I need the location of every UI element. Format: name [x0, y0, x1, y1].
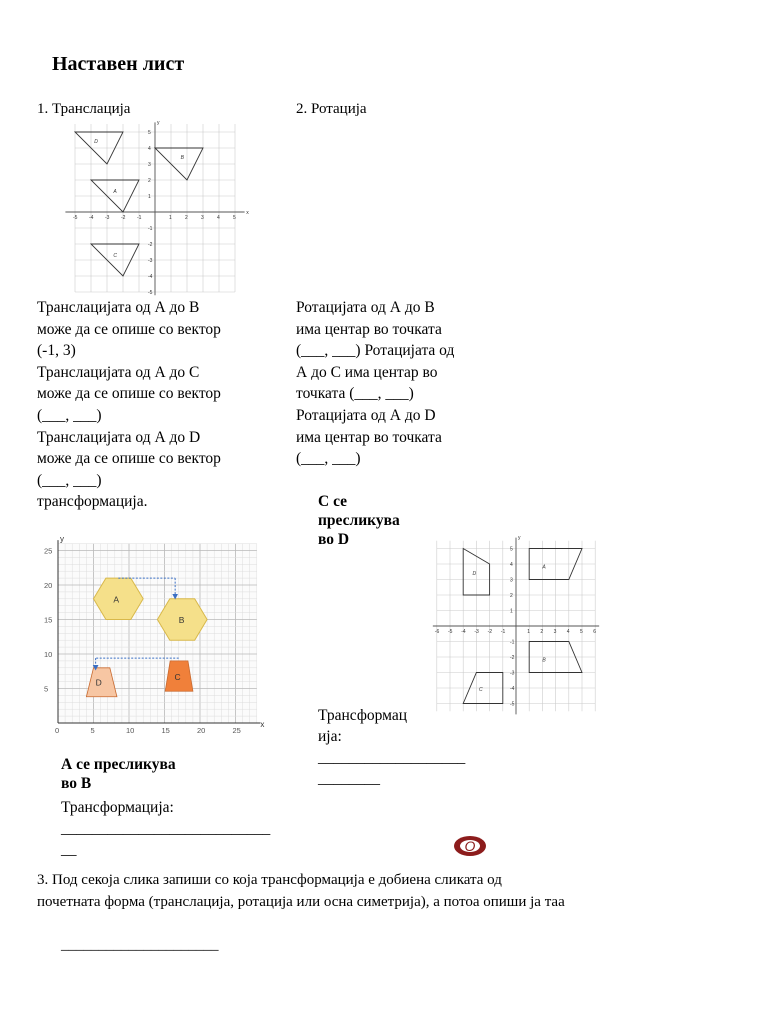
tick-label: -5 — [148, 290, 153, 296]
section-2-text — [296, 297, 506, 470]
tick-label: 2 — [148, 178, 151, 184]
tick-label: 0 — [55, 726, 60, 735]
text-line: во В — [61, 775, 92, 792]
tick-label: 2 — [510, 593, 513, 599]
tick-label: 5 — [510, 546, 513, 553]
tick-label: -3 — [148, 258, 153, 264]
shape-label: D — [94, 139, 98, 146]
shape-label: A — [542, 564, 546, 571]
text-line: има центар во точката — [296, 320, 442, 338]
tick-label: 1 — [148, 194, 151, 200]
text-line: А до С има центар во — [296, 363, 438, 381]
tick-label: -1 — [148, 226, 153, 232]
shape-label: B — [178, 614, 185, 625]
text-line: Ротацијата од А до D — [296, 406, 436, 424]
axis-label: y — [60, 534, 64, 544]
tick-label: 5 — [580, 629, 583, 635]
tick-label: -5 — [448, 629, 453, 635]
shape-label: C — [479, 687, 483, 694]
section-3-blank[interactable]: _____________________ — [61, 937, 219, 953]
tick-label: 3 — [553, 629, 557, 635]
shape-label: D — [472, 570, 477, 577]
tick-label: 15 — [161, 726, 170, 735]
translation-graph — [57, 118, 253, 296]
logo-icon — [452, 832, 488, 860]
text-line: може да се опише со вектор — [37, 450, 221, 468]
tick-label: 20 — [44, 581, 53, 590]
answer-blank[interactable]: ________ — [318, 770, 380, 787]
tick-label: -4 — [89, 215, 94, 221]
tick-label: 5 — [44, 684, 49, 694]
tick-label: 1 — [169, 215, 172, 221]
text-line: (___, ___) — [37, 471, 102, 489]
tick-label: 5 — [233, 215, 236, 221]
answer-blank[interactable]: ___________________________ — [61, 820, 271, 837]
tick-label: -4 — [461, 629, 466, 635]
a-to-b-block — [61, 755, 276, 860]
tick-label: -3 — [474, 629, 479, 635]
shape-label: C — [174, 672, 181, 683]
text-line: може да се опише со вектор — [37, 320, 221, 338]
text-line: Транслацијата од А до С — [37, 363, 200, 381]
tick-label: -1 — [500, 629, 506, 635]
tick-label: 25 — [232, 726, 241, 735]
axis-label: y — [518, 535, 521, 542]
text-line: Ротацијата од А до В — [296, 299, 435, 316]
text-line: Трансформација: — [61, 799, 174, 816]
tick-label: -2 — [487, 629, 493, 635]
text-line: А се пресликува — [61, 756, 176, 773]
section-1-heading: 1. Транслација — [37, 101, 131, 117]
section-2-heading: 2. Ротација — [296, 101, 367, 117]
shape-label: C — [113, 252, 118, 259]
text-line: пресликува — [318, 512, 400, 529]
text-line: точката (___, ___) — [296, 385, 414, 403]
text-line: ија: — [318, 728, 342, 745]
tick-label: -5 — [73, 215, 78, 221]
shape-label: A — [113, 188, 117, 195]
answer-blank[interactable]: __ — [61, 841, 77, 858]
text-line: 3. Под секоја слика запиши со која трансформација е добиена сликата од — [37, 872, 502, 888]
shape-label: B — [180, 155, 184, 162]
c-to-d-heading — [318, 492, 438, 549]
tick-label: -1 — [137, 215, 142, 221]
text-line: (___, ___) — [37, 406, 102, 424]
text-line: (-1, 3) — [37, 342, 76, 360]
text-line: има центар во точката — [296, 428, 442, 446]
tick-label: 25 — [44, 546, 53, 556]
tick-label: -5 — [510, 701, 515, 708]
tick-label: -4 — [148, 274, 153, 280]
tick-label: 3 — [201, 215, 204, 221]
tick-label: 6 — [593, 629, 596, 635]
shape-label: A — [113, 594, 120, 605]
axis-label: x — [260, 720, 265, 729]
text-line: може да се опише со вектор — [37, 385, 221, 403]
page-title: Наставен лист — [52, 53, 185, 75]
hexagon-graph — [38, 533, 270, 733]
text-line: (___, ___) — [296, 450, 361, 468]
tick-label: -3 — [105, 215, 110, 221]
text-line: Транслацијата од А до D — [37, 428, 201, 446]
rotation-graph — [428, 530, 606, 710]
logo-text: O — [464, 838, 476, 854]
tick-label: -6 — [434, 629, 440, 635]
tick-label: -4 — [510, 686, 515, 692]
tick-label: -2 — [148, 242, 153, 248]
tick-label: 4 — [217, 215, 220, 221]
text-line: во D — [318, 531, 350, 548]
text-line: почетната форма (транслација, ротација или осна симетрија), а потоа опиши ја таа — [37, 894, 565, 910]
tick-label: -2 — [121, 215, 126, 221]
tick-label: 5 — [148, 130, 151, 136]
tick-label: 1 — [510, 608, 513, 615]
transform-right — [318, 705, 498, 789]
text-line: Трансформац — [318, 707, 408, 724]
tick-label: 15 — [44, 615, 53, 625]
tick-label: 2 — [540, 629, 544, 635]
tick-label: 2 — [185, 215, 188, 221]
tick-label: 1 — [527, 629, 530, 635]
tick-label: 4 — [148, 146, 151, 152]
text-line: Транслацијата од А до В — [37, 299, 200, 316]
tick-label: -3 — [510, 670, 515, 677]
answer-blank[interactable]: ___________________ — [318, 749, 466, 766]
text-line: (___, ___) Ротацијата од — [296, 342, 455, 360]
section-3-text — [37, 869, 757, 913]
tick-label: 10 — [126, 726, 135, 735]
tick-label: 4 — [510, 562, 513, 568]
tick-label: -2 — [510, 655, 515, 661]
axis-label: x — [246, 210, 249, 216]
tick-label: 5 — [90, 726, 95, 735]
tick-label: 20 — [197, 726, 206, 735]
text-line: трансформација. — [37, 493, 148, 511]
shape-label: D — [95, 677, 102, 688]
shape-label: B — [542, 657, 546, 664]
tick-label: 10 — [44, 650, 53, 659]
tick-label: 3 — [510, 577, 513, 584]
section-1-text — [37, 297, 287, 513]
text-line: С се — [318, 493, 348, 510]
tick-label: 4 — [566, 629, 570, 635]
axis-label: y — [157, 120, 160, 126]
tick-label: 3 — [148, 162, 151, 168]
tick-label: -1 — [510, 639, 515, 646]
